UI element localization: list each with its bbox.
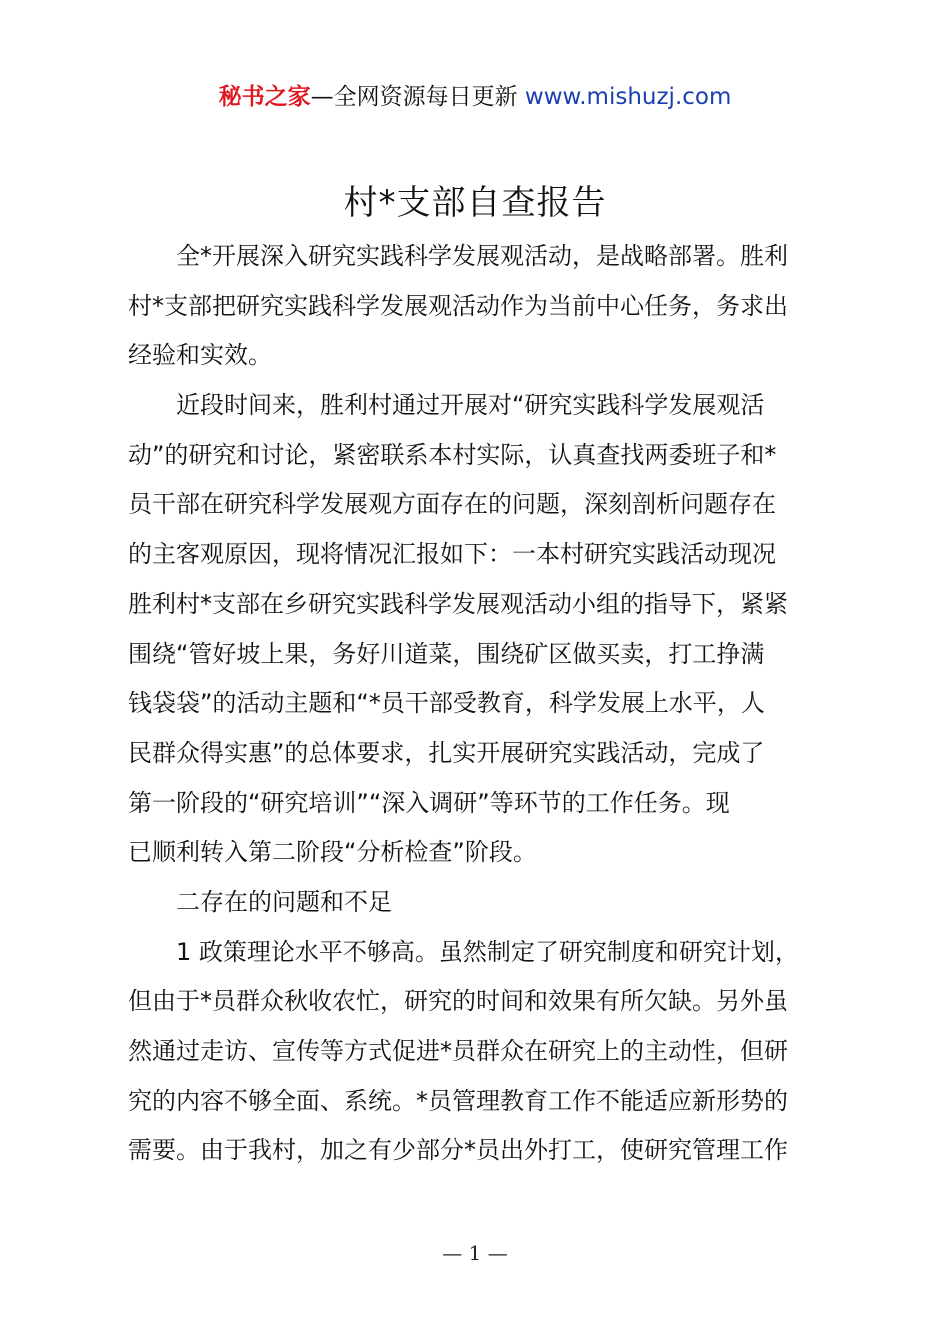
paragraph-line: 1 政策理论水平不够高。虽然制定了研究制度和研究计划， (176, 937, 799, 966)
paragraph-line: 需要。由于我村，加之有少部分*员出外打工，使研究管理工作 (128, 1136, 788, 1165)
paragraph-line: 但由于*员群众秋收农忙，研究的时间和效果有所欠缺。另外虽 (128, 987, 788, 1016)
paragraph-line: 近段时间来，胜利村通过开展对“研究实践科学发展观活 (176, 391, 765, 420)
section-heading: 二存在的问题和不足 (176, 887, 392, 916)
paragraph-line: 围绕“管好坡上果，务好川道菜，围绕矿区做买卖，打工挣满 (128, 639, 765, 668)
page-number: — 1 — (442, 1241, 508, 1265)
paragraph-line: 经验和实效。 (128, 341, 272, 370)
site-name: 秘书之家 (218, 84, 311, 110)
site-slogan: —全网资源每日更新 (310, 84, 518, 110)
paragraph-line: 村*支部把研究实践科学发展观活动作为当前中心任务，务求出 (128, 291, 788, 320)
paragraph-line: 已顺利转入第二阶段“分析检查”阶段。 (128, 838, 537, 867)
paragraph-line: 的主客观原因，现将情况汇报如下：一本村研究实践活动现况 (128, 540, 776, 569)
document-title: 村*支部自查报告 (343, 183, 607, 223)
paragraph-line: 动”的研究和讨论，紧密联系本村实际，认真查找两委班子和* (128, 440, 777, 469)
paragraph-line: 钱袋袋”的活动主题和“*员干部受教育，科学发展上水平，人 (128, 689, 765, 718)
paragraph-line: 胜利村*支部在乡研究实践科学发展观活动小组的指导下，紧紧 (128, 589, 788, 618)
paragraph-line: 第一阶段的“研究培训”“深入调研”等环节的工作任务。现 (128, 788, 730, 817)
paragraph-line: 员干部在研究科学发展观方面存在的问题，深刻剖析问题存在 (128, 490, 776, 519)
site-url-link[interactable]: www.mishuzj.com (524, 84, 732, 110)
paragraph-line: 民群众得实惠”的总体要求，扎实开展研究实践活动，完成了 (128, 738, 765, 767)
paragraph-line: 然通过走访、宣传等方式促进*员群众在研究上的主动性，但研 (128, 1037, 788, 1065)
paragraph-line: 究的内容不够全面、系统。*员管理教育工作不能适应新形势的 (128, 1086, 788, 1115)
document-body (128, 232, 834, 1176)
paragraph-line: 全*开展深入研究实践科学发展观活动，是战略部署。胜利 (176, 242, 788, 270)
site-header (0, 80, 950, 114)
